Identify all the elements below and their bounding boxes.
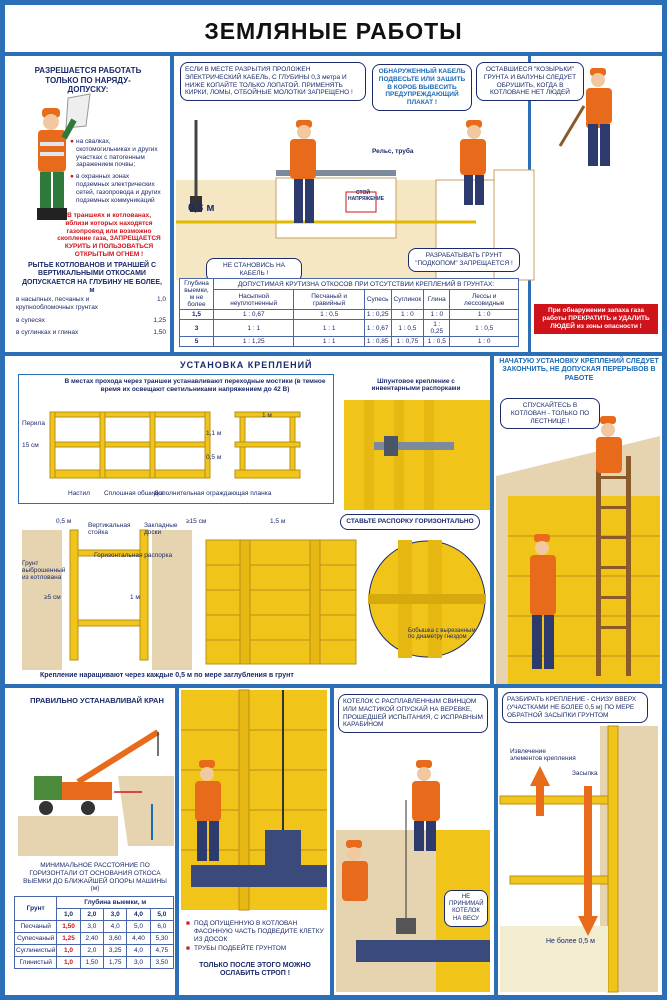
- divider-mid: [5, 352, 662, 356]
- embedded-label: Закладные доски: [144, 522, 178, 536]
- slope-cell: 1 : 0: [391, 310, 424, 320]
- permit-bullet-2-text: в охранных зонах подземных электрических сетей, газопровода и других подземных коммуникаций: [76, 173, 161, 204]
- pipe-note-2-text: ТРУБЫ ПОДБЕЙТЕ ГРУНТОМ: [194, 945, 287, 953]
- horizontal-callout: [340, 514, 480, 530]
- pipe-after: ТОЛЬКО ПОСЛЕ ЭТОГО МОЖНО ОСЛАБИТЬ СТРОП !: [199, 962, 311, 978]
- railing-label: Перила: [22, 420, 45, 427]
- sheathing-label: Сплошная обшивка: [104, 490, 164, 497]
- slope-cell: 1 : 1: [294, 320, 364, 337]
- d5-label: ≥5 см: [44, 594, 61, 601]
- fixing-heading: УСТАНОВКА КРЕПЛЕНИЙ: [180, 360, 313, 370]
- d15m-label: 1,5 м: [270, 518, 286, 525]
- slope-row-2: [180, 320, 519, 337]
- crane-row-1: [15, 921, 174, 933]
- slope-note: РЫТЬЕ КОТЛОВАНОВ И ТРАНШЕЙ С ВЕРТИКАЛЬНЫМИ ОТКОСАМИ ДОПУСКАЕТСЯ НА ГЛУБИНУ НЕ БОЛЕЕ, м: [22, 262, 162, 295]
- found-cable-text: ОБНАРУЖЕННЫЙ КАБЕЛЬ ПОДВЕСЬТЕ ИЛИ ЗАШИТЬ В КОРОБ ВЫВЕСИТЬ ПРЕДУПРЕЖДАЮЩИЙ ПЛАКАТ !: [378, 68, 466, 107]
- crane-depth: 3,0: [104, 909, 127, 921]
- crane-cell: 3,0: [80, 921, 103, 933]
- crane-col-depth: Глубина выемки, м: [57, 897, 174, 909]
- slope-row-3: [180, 337, 519, 347]
- pipe-notes: [186, 920, 324, 953]
- slope-cell: 1 : 0: [450, 337, 519, 347]
- slope-cell: 1 : 0,25: [364, 310, 391, 320]
- cable-callout-text: ЕСЛИ В МЕСТЕ РАЗРЫТИЯ ПРОЛОЖЕН ЭЛЕКТРИЧЕСКИЙ КАБЕЛЬ, С ГЛУБИНЫ 0,3 метра И НИЖЕ КОПАЙТЕ ТОЛЬКО ЛОПАТОЙ. ПРИМЕНЯТЬ КИРКИ, ЛОМЫ, ОТБОЙНЫЕ МОЛОТКИ ЗАПРЕЩЕНО !: [185, 66, 353, 97]
- rail-label: Рельс, труба: [372, 148, 414, 155]
- crane-col-soil: Грунт: [15, 897, 57, 921]
- slope-cell: 1 : 1,25: [214, 337, 294, 347]
- crane-cell: 5,0: [127, 921, 150, 933]
- depth-row-2: [16, 317, 166, 325]
- max-label: Не более 0,5 м: [546, 938, 595, 945]
- board-label: Шпунтовое крепление с инвентарными распорками: [371, 378, 461, 392]
- gas-warning: При обнаружении запаха газа работы ПРЕКРАТИТЬ и УДАЛИТЬ ЛЮДЕЙ из зоны опасности !: [534, 304, 658, 334]
- slope-cell: 1 : 0: [424, 310, 450, 320]
- deck-label: Настил: [68, 490, 90, 497]
- divider-low-2: [330, 684, 334, 995]
- backfill-label: Засыпка: [572, 770, 598, 777]
- slope-h3: Супесь: [364, 290, 391, 310]
- slope-cell: 1 : 0,67: [214, 310, 294, 320]
- voltage-sign: СТОЙ НАПРЯЖЕНИЕ: [348, 190, 384, 202]
- permit-bullets: [70, 138, 162, 204]
- undercut-callout: [408, 248, 520, 272]
- wall-planks-illustration: [206, 540, 356, 664]
- crane-cell: 3,25: [104, 945, 127, 957]
- dismantle-callout-text: РАЗБИРАТЬ КРЕПЛЕНИЕ - СНИЗУ ВВЕРХ (УЧАСТКАМИ НЕ БОЛЕЕ 0,5 м) ПО МЕРЕ ОБРАТНОЙ ЗАСЫПКИ ГРУНТОМ: [507, 696, 637, 719]
- depth-row-1: [16, 296, 166, 312]
- slope-cell: 1 : 0,75: [391, 337, 424, 347]
- divider-low-1: [175, 684, 179, 995]
- d15cm-label: ≥15 см: [186, 518, 207, 525]
- page-title: ЗЕМЛЯНЫЕ РАБОТЫ: [204, 18, 463, 44]
- slope-h5: Глина: [424, 290, 450, 310]
- ladder-text: СПУСКАЙТЕСЬ В КОТЛОВАН - ТОЛЬКО ПО ЛЕСТНИЦЕ !: [510, 402, 590, 425]
- dont-stand-text: НЕ СТАНОВИСЬ НА КАБЕЛЬ !: [223, 262, 285, 277]
- slope-col0: Глубина выемки, м не более: [180, 279, 214, 310]
- crane-depth: 2,0: [80, 909, 103, 921]
- crane-soil: Супесчаный: [15, 933, 57, 945]
- w1-label: 1 м: [262, 412, 272, 419]
- crane-cell: 3,50: [150, 957, 173, 969]
- slope-header-row: [180, 279, 519, 290]
- slope-h4: Суглинок: [391, 290, 424, 310]
- crane-soil: Песчаный: [15, 921, 57, 933]
- slope-cell: 1 : 0: [450, 310, 519, 320]
- visors-callout: [476, 62, 584, 101]
- found-cable-callout: [372, 64, 472, 111]
- pipe-lowering-illustration: [181, 690, 327, 910]
- crane-cell: 6,0: [150, 921, 173, 933]
- permit-warning: В траншеях и котлованах, вблизи которых находятся газопровод или возможно скопление газа, ЗАПРЕЩАЕТСЯ КУРИТЬ И ПОЛЬЗОВАТЬСЯ ОТКРЫТЫМ ОГНЕМ !: [57, 212, 161, 258]
- plank-label: Дополнительная ограждающая планка: [154, 490, 272, 497]
- depth-soil-1: в насыпных, песчаных и крупнообломочных грунтах: [16, 296, 99, 311]
- dismantle-illustration: [500, 726, 658, 992]
- crane-depth: 5,0: [150, 909, 173, 921]
- slope-cell: 1 : 0,5: [424, 337, 450, 347]
- undercut-text: РАЗРАБАТЫВАТЬ ГРУНТ "ПОДКОПОМ" ЗАПРЕЩАЕТСЯ !: [415, 252, 513, 267]
- dont-hold-callout: [444, 890, 488, 927]
- soil-label: Грунт выброшенный из котлована: [22, 560, 66, 581]
- crane-soil: Суглинистый: [15, 945, 57, 957]
- slope-subheader-row: [180, 290, 519, 310]
- pipe-note-2: ■ ТРУБЫ ПОДБЕЙТЕ ГРУНТОМ: [186, 945, 287, 953]
- lead-callout: [338, 694, 488, 733]
- h11-label: 1,1 м: [206, 430, 222, 437]
- slope-h6: Лессы и лессовидные: [450, 290, 519, 310]
- crane-cell: 1,0: [57, 957, 80, 969]
- divider-top: [5, 52, 662, 56]
- visors-text: ОСТАВШИЕСЯ "КОЗЫРЬКИ" ГРУНТА И ВАЛУНЫ СЛЕДУЕТ ОБРУШИТЬ, КОГДА В КОТЛОВАНЕ НЕТ ЛЮДЕЙ: [483, 66, 577, 97]
- horizontal-text: СТАВЬТЕ РАСПОРКУ ГОРИЗОНТАЛЬНО: [346, 518, 474, 525]
- crane-cell: 1,25: [57, 933, 80, 945]
- pipe-note-1: ■ ПОД ОПУЩЕННУЮ В КОТЛОВАН ФАСОННУЮ ЧАСТЬ ПОДВЕДИТЕ КЛЕТКУ ИЗ ДОСОК: [186, 920, 324, 943]
- grow-note: Крепление наращивают через каждые 0,5 м по мере заглубления в грунт: [40, 672, 294, 679]
- crane-cell: 4,40: [127, 933, 150, 945]
- crane-row-4: [15, 957, 174, 969]
- permit-bullet-1: ● на свалках, скотомогильниках и других участках с патогенным заражением почвы;: [70, 138, 158, 169]
- d1-label: 1 м: [130, 594, 140, 601]
- slope-caption: ДОПУСТИМАЯ КРУТИЗНА ОТКОСОВ ПРИ ОТСУТСТВИИ КРЕПЛЕНИЙ В ГРУНТАХ:: [214, 279, 519, 290]
- depth-soil-3: в суглинках и глинах: [16, 329, 79, 337]
- pipe-note-1-text: ПОД ОПУЩЕННУЮ В КОТЛОВАН ФАСОННУЮ ЧАСТЬ ПОДВЕДИТЕ КЛЕТКУ ИЗ ДОСОК: [194, 920, 324, 943]
- depth-value-1: 1,0: [156, 296, 166, 303]
- depth-row-3: [16, 329, 166, 337]
- depth-soil-2: в супесях: [16, 316, 45, 324]
- ladder-descent-illustration: [496, 416, 660, 684]
- slope-cell: 1 : 0,85: [364, 337, 391, 347]
- crane-row-2: [15, 933, 174, 945]
- slope-h2: Песчаный и гравийный: [294, 290, 364, 310]
- cable-callout: [180, 62, 366, 101]
- lead-pot-illustration: [336, 730, 490, 992]
- crane-cell: 2,40: [80, 933, 103, 945]
- crane-cell: 2,0: [80, 945, 103, 957]
- board-fixing-illustration: [344, 400, 490, 510]
- slope-table: [179, 278, 519, 347]
- crane-cell: 1,0: [57, 945, 80, 957]
- slope-cell: 1 : 1: [214, 320, 294, 337]
- finish-heading: НАЧАТУЮ УСТАНОВКУ КРЕПЛЕНИЙ СЛЕДУЕТ ЗАКОНЧИТЬ, НЕ ДОПУСКАЯ ПЕРЕРЫВОВ В РАБОТЕ: [499, 358, 659, 382]
- dismantle-callout: [502, 692, 648, 723]
- permit-bullet-1-text: на свалках, скотомогильниках и других участках с патогенным заражением почвы;: [76, 138, 158, 169]
- post-label: Вертикальная стойка: [88, 522, 131, 536]
- crane-table: [14, 896, 174, 969]
- crane-cell: 4,0: [127, 945, 150, 957]
- bridge-illustration: [40, 410, 320, 490]
- slope-h1: Насыпной неуплотненный: [214, 290, 294, 310]
- d05-label: 0,5 м: [56, 518, 72, 525]
- crane-cell: 5,30: [150, 933, 173, 945]
- crane-soil: Глинистый: [15, 957, 57, 969]
- crane-illustration: [18, 716, 174, 856]
- slope-depth: 5: [180, 337, 214, 347]
- slope-depth: 1,5: [180, 310, 214, 320]
- slope-cell: 1 : 0,67: [364, 320, 391, 337]
- divider-low-3: [494, 684, 498, 995]
- slope-row-1: [180, 310, 519, 320]
- slope-cell: 1 : 0,5: [450, 320, 519, 337]
- dont-hold-text: НЕ ПРИНИМАЙ КОТЕЛОК НА ВЕСУ: [449, 894, 484, 922]
- crane-depth: 4,0: [127, 909, 150, 921]
- depth-list: [16, 296, 166, 337]
- depth-value-3: 1,50: [153, 329, 166, 337]
- strut-label: Горизонтальная распорка: [94, 552, 173, 559]
- crane-cell: 1,75: [104, 957, 127, 969]
- slope-cell: 1 : 0,5: [391, 320, 424, 337]
- depth-value-2: 1,25: [153, 316, 166, 324]
- crane-row-3: [15, 945, 174, 957]
- h15-label: 15 см: [22, 442, 39, 449]
- h05-label: 0,5 м: [206, 454, 222, 461]
- slope-depth: 3: [180, 320, 214, 337]
- crane-cell: 4,75: [150, 945, 173, 957]
- crane-header-row: [15, 897, 174, 909]
- crane-cell: 4,0: [104, 921, 127, 933]
- depth-03-label: 0,3 м: [188, 202, 215, 214]
- slope-cell: 1 : 1: [294, 337, 364, 347]
- lead-callout-text: КОТЕЛОК С РАСПЛАВЛЕННЫМ СВИНЦОМ ИЛИ МАСТИКОЙ ОПУСКАЙ НА ВЕРЕВКЕ, ПРОШЕДШЕЙ ИСПЫТАНИЯ, С ИСПРАВНЫМ КАРАБИНОМ: [343, 698, 483, 729]
- slope-cell: 1 : 0,25: [424, 320, 450, 337]
- bridges-note: В местах прохода через траншеи устанавливают переходные мостики (в темное время их освещают светильниками напряжением до 42 В): [64, 378, 326, 393]
- strut-closeup-illustration: [368, 540, 486, 658]
- divider-left-top: [170, 52, 174, 354]
- crane-heading: ПРАВИЛЬНО УСТАНАВЛИВАЙ КРАН: [30, 696, 164, 705]
- permit-bullet-2: ● в охранных зонах подземных электрических сетей, газопровода и других подземных коммуникаций: [70, 173, 161, 204]
- extract-label: Извлечение элементов крепления: [510, 748, 576, 762]
- crane-cell: 3,60: [104, 933, 127, 945]
- divider-right-mid: [490, 352, 494, 686]
- crane-note: МИНИМАЛЬНОЕ РАССТОЯНИЕ ПО ГОРИЗОНТАЛИ ОТ ОСНОВАНИЯ ОТКОСА ВЫЕМКИ ДО БЛИЖАЙШЕЙ ОПОРЫ МАШИНЫ (м): [23, 862, 167, 893]
- permit-heading: РАЗРЕШАЕТСЯ РАБОТАТЬ ТОЛЬКО ПО НАРЯДУ-ДОПУСКУ:: [34, 66, 142, 95]
- slope-cell: 1 : 0,5: [294, 310, 364, 320]
- worker-digging-right-illustration: [580, 66, 630, 176]
- crane-cell: 1,50: [80, 957, 103, 969]
- crane-depth: 1,0: [57, 909, 80, 921]
- crane-cell: 3,0: [127, 957, 150, 969]
- crane-cell: 1,50: [57, 921, 80, 933]
- bobyshka-label: Бобышка с вырезанным по диаметру гнездом: [408, 628, 476, 640]
